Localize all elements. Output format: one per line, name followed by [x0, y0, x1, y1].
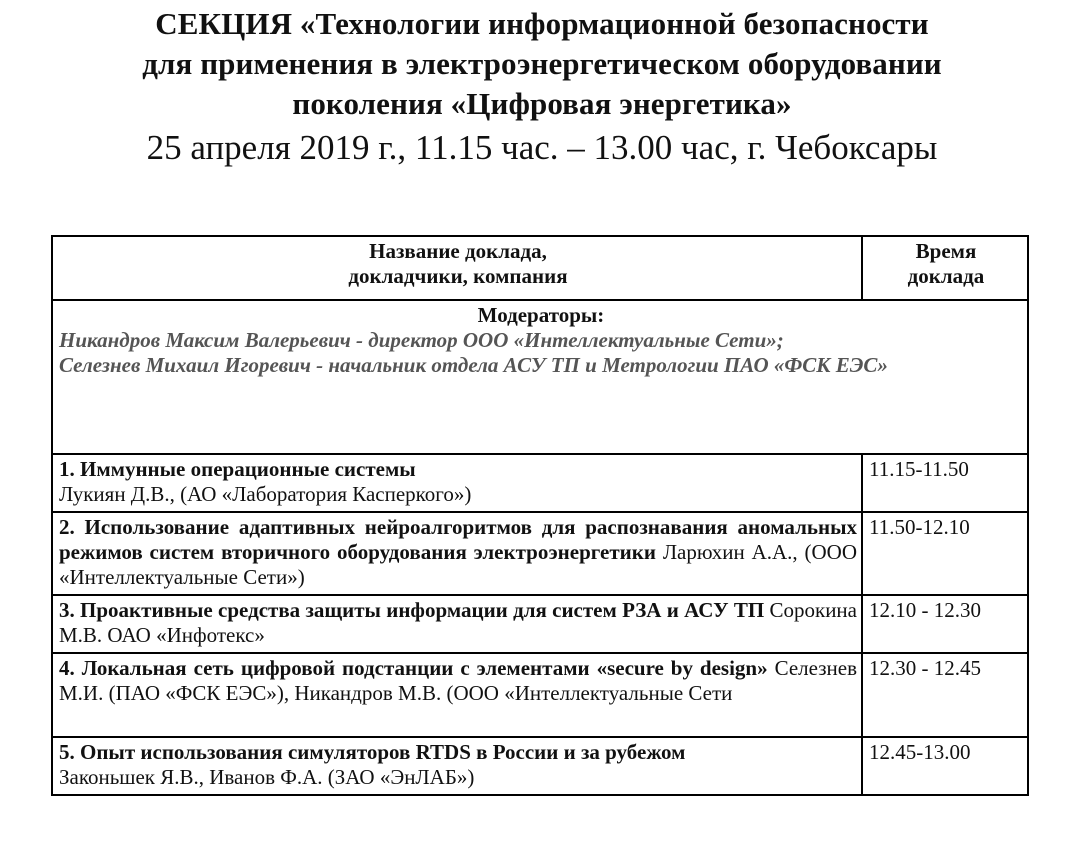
column-header-title [52, 236, 862, 300]
talk-row [52, 595, 1028, 653]
talk-time: 11.15-11.50 [862, 454, 1028, 512]
moderators-label: Модераторы: [477, 303, 605, 327]
column-header-title-line-1: Название доклада, [369, 239, 547, 263]
talk-description [52, 512, 862, 595]
talk-time: 11.50-12.10 [862, 512, 1028, 595]
talk-row [52, 653, 1028, 737]
talk-title: 4. Локальная сеть цифровой подстанции с элементами «secure by design» [59, 656, 768, 680]
moderators-row [52, 300, 1028, 454]
column-header-time-line-1: Время [915, 239, 977, 263]
talk-description [52, 454, 862, 512]
column-header-time-line-2: доклада [907, 264, 985, 288]
talk-time: 12.30 - 12.45 [862, 653, 1028, 737]
talk-speakers: Сорокина М.В. ОАО «Инфотекс» [59, 598, 857, 647]
talk-description [52, 653, 862, 737]
section-title-line-1: СЕКЦИЯ «Технологии информационной безопасности [155, 6, 929, 41]
moderator-2: Селезнев Михаил Игоревич - начальник отдела АСУ ТП и Метрологии ПАО «ФСК ЕЭС» [59, 353, 888, 377]
section-date: 25 апреля 2019 г., 11.15 час. – 13.00 час, г. Чебоксары [146, 128, 938, 167]
moderators-cell [52, 300, 1028, 454]
column-header-time [862, 236, 1028, 300]
talk-description [52, 595, 862, 653]
talk-row [52, 512, 1028, 595]
talk-title: 3. Проактивные средства защиты информации для систем РЗА и АСУ ТП [59, 598, 765, 622]
talk-row [52, 737, 1028, 795]
talk-speakers: Селезнев М.И. (ПАО «ФСК ЕЭС»), Никандров М.В. (ООО «Интеллектуальные Сети [59, 656, 857, 705]
column-header-title-line-2: докладчики, компания [348, 264, 568, 288]
talk-title: 2. Использование адаптивных нейроалгоритмов для распознавания аномальных режимов систем вторичного оборудования электроэнергетики [59, 515, 857, 564]
talk-speakers: Законьшек Я.В., Иванов Ф.А. (ЗАО «ЭнЛАБ») [59, 765, 475, 789]
section-title-line-2: для применения в электроэнергетическом оборудовании [142, 46, 942, 81]
talk-time: 12.45-13.00 [862, 737, 1028, 795]
section-heading [0, 4, 1084, 170]
talk-speakers: Лукиян Д.В., (АО «Лаборатория Касперкого») [59, 482, 472, 506]
table-header-row [52, 236, 1028, 300]
talk-title: 1. Иммунные операционные системы [59, 457, 416, 481]
talk-description [52, 737, 862, 795]
talk-time: 12.10 - 12.30 [862, 595, 1028, 653]
talk-speakers: Ларюхин А.А., (ООО «Интеллектуальные Сети») [59, 540, 858, 589]
section-title-line-3: поколения «Цифровая энергетика» [292, 86, 792, 121]
moderator-1: Никандров Максим Валерьевич - директор ООО «Интеллектуальные Сети»; [59, 328, 784, 352]
talk-title: 5. Опыт использования симуляторов RTDS в России и за рубежом [59, 740, 686, 764]
program-table [51, 235, 1029, 796]
talk-row [52, 454, 1028, 512]
